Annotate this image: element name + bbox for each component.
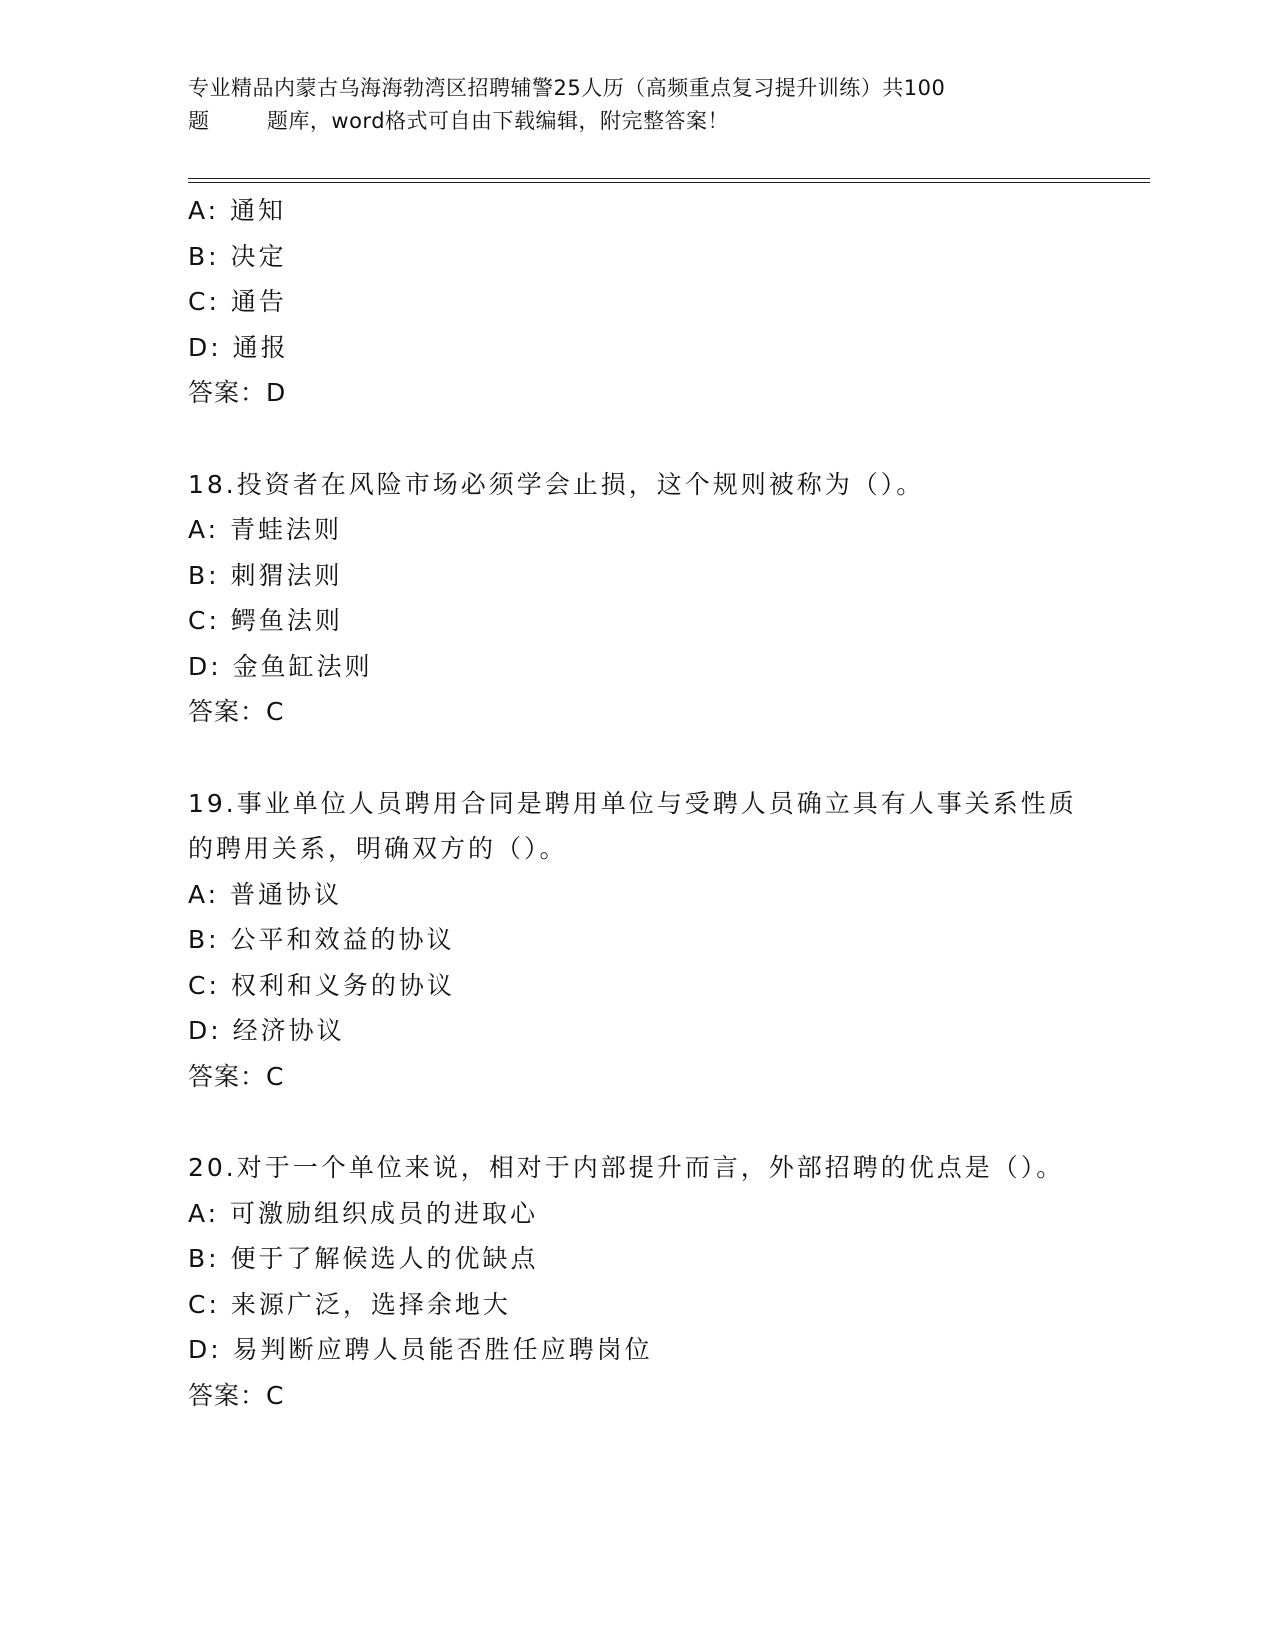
answer: 答案：C <box>188 1380 285 1410</box>
option-c: C: 来源广泛，选择余地大 <box>188 1289 511 1319</box>
option-a: A: 可激励组织成员的进取心 <box>188 1198 539 1228</box>
question-18 <box>188 462 1088 735</box>
option-d: D: 易判断应聘人员能否胜任应聘岗位 <box>188 1335 653 1364</box>
option-b: B: 公平和效益的协议 <box>188 925 455 954</box>
option-b: B: 刺猬法则 <box>188 560 343 590</box>
header-divider-bottom <box>188 182 1150 183</box>
option-d: D: 经济协议 <box>188 1016 345 1045</box>
header-line-2: 题 题库，word格式可自由下载编辑，附完整答案！ <box>188 109 730 133</box>
header-divider-top <box>188 178 1150 179</box>
option-c: C: 通告 <box>188 287 287 316</box>
header-line-1: 专业精品内蒙古乌海海勃湾区招聘辅警25人历（高频重点复习提升训练）共100 <box>188 76 946 100</box>
option-d: D: 金鱼缸法则 <box>188 651 373 681</box>
option-d: D: 通报 <box>188 332 289 362</box>
question-text: 19.事业单位人员聘用合同是聘用单位与受聘人员确立具有人事关系性质的聘用关系，明确双方的（）。 <box>188 788 1077 863</box>
option-b: B: 决定 <box>188 241 287 271</box>
option-c: C: 鳄鱼法则 <box>188 606 343 635</box>
question-17-partial <box>188 188 1088 416</box>
question-text: 20.对于一个单位来说，相对于内部提升而言，外部招聘的优点是（）。 <box>188 1153 1065 1182</box>
question-list <box>188 188 1088 1418</box>
document-header <box>188 72 1088 138</box>
option-a: A: 通知 <box>188 196 287 225</box>
answer: 答案：D <box>188 378 287 407</box>
question-text: 18.投资者在风险市场必须学会止损，这个规则被称为（）。 <box>188 469 925 499</box>
answer: 答案：C <box>188 697 285 726</box>
option-b: B: 便于了解候选人的优缺点 <box>188 1244 539 1273</box>
option-c: C: 权利和义务的协议 <box>188 970 455 1000</box>
option-a: A: 普通协议 <box>188 879 343 909</box>
question-19 <box>188 781 1088 1100</box>
answer: 答案：C <box>188 1061 285 1091</box>
option-a: A: 青蛙法则 <box>188 515 343 544</box>
question-20 <box>188 1145 1088 1418</box>
